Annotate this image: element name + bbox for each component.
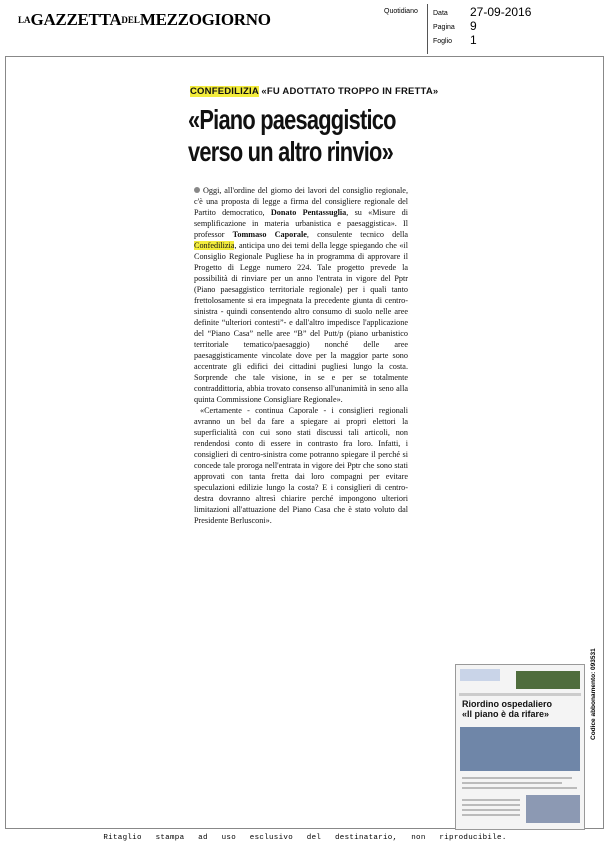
p1-text-d: , anticipa uno dei temi della legge spiegando che «il Consiglio Regionale Pugliese ha in programma di approvare il Progetto di Legge numero 224. Tale progetto prevede la possibilità di rinviare per un anno l'entrata in vigore del Pptr (Piano paesaggistico territoriale regionale) per i quali tanto frettolosamente si era impegnata la precedente giunta di centro-sinistra - quindi consentendo altro consumo di suolo nelle aree definite “ulteriori contesti”- e dall'altro impedisce l'applicazione del “Piano Casa” nelle aree “B” del Putt/p (piano urbanistico territoriale tematico/paesaggio) nonché delle aree paesaggisticamente vincolate dove per la maggior parte sono accentrate gli edifici dei cittadini pugliesi lungo la costa. Sorprende che tale visione, in se e per se totalmente contraddittoria, abbia trovato consenso all'unanimità in seno alla quinta Commissione Consigliare Regionale». [194, 241, 408, 404]
kicker-source: CONFEDILIZIA [190, 86, 259, 97]
thumb-headline-2: «Il piano è da rifare» [462, 709, 550, 719]
date-value: 27-09-2016 [470, 5, 532, 19]
masthead-word2: MEZZOGIORNO [139, 10, 271, 29]
thumb-text-line [462, 814, 520, 816]
thumb-section-tag [460, 669, 500, 681]
paragraph-2: «Certamente - continua Caporale - i consiglieri regionali avranno un bel da fare a spiegare ai propri elettori la superficialità con cui sono stati discussi tali articoli, non rendendosi conto di essere in contrasto fra loro. Infatti, i consiglieri di centro-sinistra come potranno spiegare il perché si concede tale proroga nell'entrata in vigore dei Pptr che sono stati approvati con tanta fretta dai loro compagni per evitare speculazioni edilizie lungo la costa? E i consiglieri di centro-destra dovranno altresì chiarire perché impongono ulteriori limitazioni all'attuazione del Piano Casa che è stato voluto dal Presidente Berlusconi». [194, 406, 408, 525]
sheet-label: Foglio [433, 38, 453, 45]
thumb-text-line [462, 787, 577, 789]
thumb-main-photo [460, 727, 580, 771]
p1-text-a: Oggi, all'ordine del giorno dei lavori del consiglio regionale, c'è una proposta di legge a firma del consigliere regionale del Partito democratico, [194, 186, 408, 217]
masthead-mid: DEL [121, 15, 140, 25]
masthead-logo [18, 10, 271, 30]
thumb-text-line [462, 804, 520, 806]
page-label: Pagina [433, 24, 455, 31]
thumb-top-photo [516, 671, 580, 689]
thumb-rule [459, 693, 581, 696]
subscription-code: Codice abbonamento: 093531 [590, 648, 597, 740]
kicker-quote: «FU ADOTTATO TROPPO IN FRETTA» [261, 86, 439, 97]
footer-notice: Ritaglio stampa ad uso esclusivo del destinatario, non riproducibile. [103, 834, 507, 842]
page-thumbnail [455, 664, 585, 830]
thumb-headline [462, 699, 552, 719]
person-name-pentassuglia: Donato Pentassuglia [270, 208, 347, 217]
thumb-text-line [462, 799, 520, 801]
date-label: Data [433, 10, 448, 17]
article-headline [188, 104, 396, 168]
masthead-prefix: LA [18, 15, 31, 25]
highlighted-org: Confedilizia [194, 241, 235, 250]
headline-line-2: verso un altro rinvio» [188, 136, 393, 167]
thumb-headline-1: Riordino ospedaliero [462, 699, 553, 709]
person-name-caporale: Tommaso Caporale [232, 230, 307, 239]
masthead-word1: GAZZETTA [30, 10, 122, 29]
p1-text-b: , su «Misure di semplificazione in materia urbanistica e paesaggistica». Il professor [194, 208, 409, 239]
thumb-text-line [462, 777, 572, 779]
page-value: 9 [470, 19, 477, 33]
p1-text-c: , consulente tecnico della [306, 230, 409, 239]
thumb-text-line [462, 782, 562, 784]
article-body [194, 185, 408, 526]
sheet-value: 1 [470, 33, 477, 47]
thumb-text-line [462, 809, 520, 811]
bullet-dot-icon [194, 187, 200, 193]
paragraph-1 [194, 185, 408, 405]
publication-type: Quotidiano [384, 8, 418, 15]
article-kicker [190, 86, 438, 97]
headline-line-1: «Piano paesaggistico [188, 104, 396, 135]
header-divider [427, 4, 428, 54]
thumb-bottom-photo [526, 795, 580, 823]
